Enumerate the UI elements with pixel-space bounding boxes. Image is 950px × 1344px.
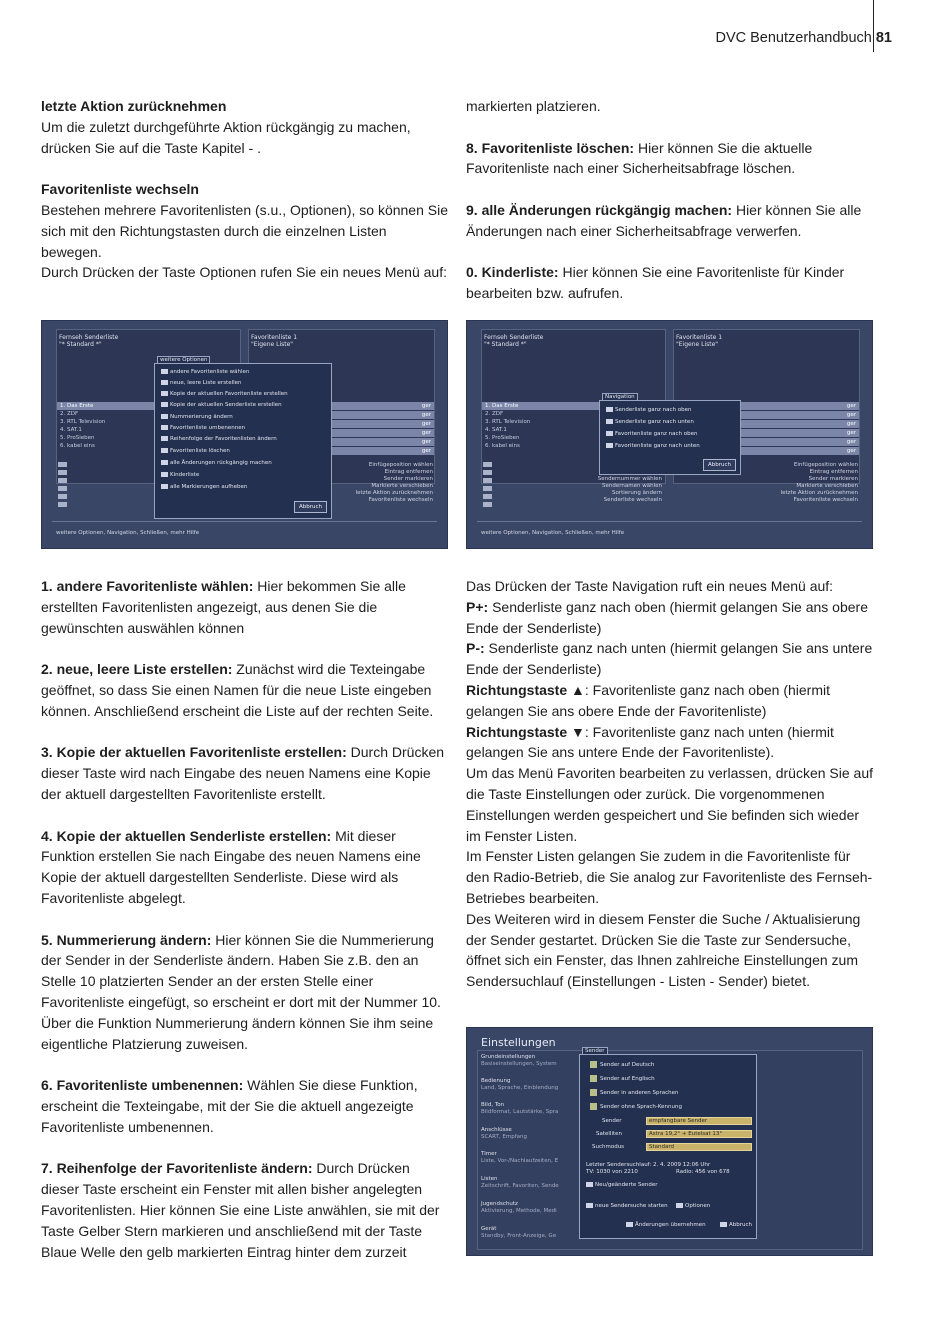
menu-item[interactable]: Senderliste ganz nach oben <box>606 406 692 414</box>
settings-title: Einstellungen <box>481 1036 556 1049</box>
sender-select[interactable]: empfangbare Sender <box>646 1117 752 1125</box>
para-switch-list: Bestehen mehrere Favoritenlisten (s.u., Optionen), so können Sie sich mit den Richtungstasten durch die einzelnen Listen bewegen. <box>41 201 448 260</box>
help-footer: weitere Optionen, Navigation, Schließen, mehr Hilfe <box>481 530 625 536</box>
list-item[interactable]: 2. ZDF <box>485 411 504 417</box>
column-right-top <box>466 96 876 325</box>
list-item[interactable]: 6. kabel eins <box>60 443 95 449</box>
nav-pplus: P+: Senderliste ganz nach oben (hiermit gelangen Sie ans obere Ende der Senderliste) <box>466 598 868 636</box>
page-number: 81 <box>875 30 892 46</box>
menu-item[interactable]: Kopie der aktuellen Senderliste erstellen <box>161 401 282 409</box>
satellite-select[interactable]: Astra 19,2° + Eutelsat 13° <box>646 1130 752 1138</box>
cancel-button[interactable]: Abbruch <box>720 1221 752 1229</box>
menu-item[interactable]: Favoritenliste löschen <box>161 447 230 455</box>
channel-list-pane: Fernseh Senderliste "* Standard *" <box>481 329 666 484</box>
para-exit: Um das Menü Favoriten bearbeiten zu verlassen, drücken Sie auf die Taste Einstellungen oder zurück. Die vorgenommenen Einstellungen werden gespeichert und Sie befinden sich wieder im Fenster Listen. <box>466 765 873 844</box>
menu-item[interactable]: Nummerierung ändern <box>161 413 233 421</box>
apply-button[interactable]: Änderungen übernehmen <box>626 1221 706 1229</box>
list-item[interactable]: 3. RTL Television <box>485 419 531 425</box>
item-2: 2. neue, leere Liste erstellen: Zunächst wird die Texteingabe geöffnet, so dass Sie einen Namen für die neue Liste eingeben können. Anschließend erscheint die Liste auf der rechten Seite. <box>41 661 434 719</box>
heading-undo: letzte Aktion zurücknehmen <box>41 98 227 114</box>
list-item[interactable]: 5. ProSieben <box>485 435 520 441</box>
list-item[interactable]: 2. ZDF <box>60 411 79 417</box>
heading-switch-list: Favoritenliste wechseln <box>41 181 199 198</box>
column-right-bottom <box>466 576 876 992</box>
new-channels-button[interactable]: Neu/geänderte Sender <box>586 1181 658 1189</box>
item-0: 0. Kinderliste: Hier können Sie eine Favoritenliste für Kinder bearbeiten bzw. aufrufen. <box>466 264 845 302</box>
sidebar-item[interactable]: Anschlüsse SCART, Empfang <box>481 1127 527 1140</box>
checkbox-item[interactable]: Sender ohne Sprach-Kennung <box>590 1103 682 1111</box>
item-3: 3. Kopie der aktuellen Favoritenliste erstellen: Durch Drücken dieser Taste wird nach Eingabe des neuen Namens eine Kopie der aktuell dargestellten Favoritenliste erstellt. <box>41 744 445 802</box>
sidebar-item[interactable]: Jugendschutz Aktivierung, Methode, Medi <box>481 1201 557 1214</box>
menu-item[interactable]: Kopie der aktuellen Favoritenliste erstellen <box>161 390 288 398</box>
start-search-button[interactable]: neue Sendersuche starten <box>586 1202 668 1210</box>
sidebar-item[interactable]: Timer Liste, Vor-/Nachlaufzeiten, E <box>481 1151 559 1164</box>
para-nav-intro: Das Drücken der Taste Navigation ruft ein neues Menü auf: <box>466 578 834 594</box>
sidebar-item[interactable]: Bedienung Land, Sprache, Einblendung <box>481 1078 559 1091</box>
item-5: 5. Nummerierung ändern: Hier können Sie die Nummerierung der Sender in der Senderliste ändern. Haben Sie z.B. den an Stelle 10 platzierten Sender an der ersten Stelle einer Favoritenliste eingefügt, so erscheint er dort mit der Nummer 10. Über die Funktion Nummerierung ändern können Sie ihm seine eigentliche Platzierung zuweisen. <box>41 931 441 1052</box>
list-item[interactable]: 1. Das Erste <box>57 402 240 410</box>
options-button[interactable]: Optionen <box>676 1202 710 1210</box>
options-popup: weitere Optionen andere Favoritenliste wählen neue, leere Liste erstellen Kopie der aktuellen Favoritenliste erstellen Kopie der aktuellen Senderliste erstellen Nummerierung ändern Favoritenliste umbenennen Reihenfolge der Favoritenlisten ändern Favoritenliste löschen alle Änderungen rückgängig machen Kinderliste alle Markierungen aufheben Abbruch <box>154 363 332 519</box>
menu-item[interactable]: alle Markierungen aufheben <box>161 483 247 491</box>
search-mode-select[interactable]: Standard <box>646 1143 752 1151</box>
list-item[interactable]: 5. ProSieben <box>60 435 95 441</box>
list-item[interactable]: 6. kabel eins <box>485 443 520 449</box>
para-undo: Um die zuletzt durchgeführte Aktion rückgängig zu machen, drücken Sie auf die Taste Kapitel - . <box>41 118 411 156</box>
nav-pminus: P-: Senderliste ganz nach unten (hiermit gelangen Sie ans untere Ende der Senderliste) <box>466 640 873 678</box>
cancel-button[interactable]: Abbruch <box>703 459 736 471</box>
channel-list-pane: Fernseh Senderliste "* Standard *" <box>56 329 241 484</box>
nav-down: Richtungstaste ▼: Favoritenliste ganz nach unten (hiermit gelangen Sie ans untere Ende der Favoritenliste). <box>466 723 834 761</box>
menu-item[interactable]: Senderliste ganz nach unten <box>606 418 694 426</box>
sidebar-item[interactable]: Bild, Ton Bildformat, Lautstärke, Spra <box>481 1102 559 1115</box>
list-item[interactable]: 3. RTL Television <box>60 419 106 425</box>
menu-item[interactable]: Reihenfolge der Favoritenlisten ändern <box>161 435 277 443</box>
item-9: 9. alle Änderungen rückgängig machen: Hier können Sie alle Änderungen nach einer Sicherheitsabfrage verwerfen. <box>466 201 862 239</box>
screenshot-options-menu: Fernseh Senderliste "* Standard *" Favoritenliste 1 "Eigene Liste" 1. Das Erste 2. ZDF 3. RTL Television 4. SAT.1 5. ProSieben 6. kabel eins ger ger ger ger ger ger Einfügeposition wählen Eintrag entfernen Sender markieren Markierte verschieben letzte Aktion zurücknehmen Favoritenliste wechseln weitere Optionen andere Favoritenliste wählen neue, leere Liste erstellen Kopie der aktuellen Favoritenliste erstellen Kopie der aktuellen Senderliste erstellen Nummerierung ändern Favoritenliste umbenennen Reihenfolge der Favoritenlisten ändern Favoritenliste löschen alle Änderungen rückgängig machen Kinderliste alle Markierungen aufheben Abbruch weitere Optionen, Navigation, Schließen, mehr Hilfe <box>41 320 448 549</box>
sidebar-item[interactable]: Gerät Standby, Front-Anzeige, Ge <box>481 1226 557 1239</box>
screenshot-navigation-menu: Fernseh Senderliste "* Standard *" Favoritenliste 1 "Eigene Liste" 1. Das Erste 2. ZDF 3. RTL Television 4. SAT.1 5. ProSieben 6. kabel eins ger ger ger ger ger ger Sendernummer wählen Sendernamen wählen Sortierung ändern Senderliste wechseln Einfügeposition wählen Eintrag entfernen Sender markieren Markierte verschieben letzte Aktion zurücknehmen Favoritenliste wechseln Navigation Senderliste ganz nach oben Senderliste ganz nach unten Favoritenliste ganz nach oben Favoritenliste ganz nach unten Abbruch weitere Optionen, Navigation, Schließen, mehr Hilfe <box>466 320 873 549</box>
column-left-bottom <box>41 576 451 1262</box>
screenshot-settings-sender <box>466 1027 873 1256</box>
menu-item[interactable]: andere Favoritenliste wählen <box>161 368 249 376</box>
menu-item[interactable]: Favoritenliste ganz nach oben <box>606 430 698 438</box>
menu-item[interactable]: Favoritenliste umbenennen <box>161 424 245 432</box>
page-header <box>715 30 892 46</box>
list-item[interactable]: 1. Das Erste <box>482 402 665 410</box>
item-8: 8. Favoritenliste löschen: Hier können Sie die aktuelle Favoritenliste nach einer Sicherheitsabfrage löschen. <box>466 139 813 177</box>
checkbox-item[interactable]: Sender in anderen Sprachen <box>590 1089 679 1097</box>
header-title: DVC Benutzerhandbuch <box>715 30 872 46</box>
item-4: 4. Kopie der aktuellen Senderliste erstellen: Mit dieser Funktion erstellen Sie nach Eingabe des neuen Namens eine Kopie der aktuell dargestellten Senderliste. Diese wird als Favoritenliste abgelegt. <box>41 827 421 906</box>
menu-item[interactable]: Favoritenliste ganz nach unten <box>606 442 700 450</box>
para-options: Durch Drücken der Taste Optionen rufen Sie ein neues Menü auf: <box>41 264 447 281</box>
navigation-popup: Navigation Senderliste ganz nach oben Senderliste ganz nach unten Favoritenliste ganz nach oben Favoritenliste ganz nach unten Abbruch <box>599 400 741 475</box>
para-radio: Im Fenster Listen gelangen Sie zudem in die Favoritenliste für den Radio-Betrieb, die Sie analog zur Favoritenliste des Fernseh-Betriebes bearbeiten. <box>466 848 873 906</box>
favorites-pane: Favoritenliste 1 "Eigene Liste" <box>673 329 860 484</box>
checkbox-item[interactable]: Sender auf Deutsch <box>590 1061 654 1069</box>
para-search: Des Weiteren wird in diesem Fenster die Suche / Aktualisierung der Sender gestartet. Drücken Sie die Taste zur Sendersuche, öffnet sich ein Fenster, das Ihnen zahlreiche Einstellungen zum Sendersuchlauf (Einstellungen - Listen - Sender) bietet. <box>466 910 861 990</box>
checkbox-item[interactable]: Sender auf Englisch <box>590 1075 655 1083</box>
sidebar-item[interactable]: Listen Zeitschrift, Favoriten, Sende <box>481 1176 559 1189</box>
nav-up: Richtungstaste ▲: Favoritenliste ganz nach oben (hiermit gelangen Sie ans obere Ende der Favoritenliste) <box>466 681 830 719</box>
favorites-pane: Favoritenliste 1 "Eigene Liste" <box>248 329 435 484</box>
item-6: 6. Favoritenliste umbenennen: Wählen Sie diese Funktion, erscheint die Texteingabe, mit der Sie die aktuell angezeigte Favoritenliste umbenennen. <box>41 1077 418 1135</box>
list-item[interactable]: 4. SAT.1 <box>485 427 507 433</box>
menu-item[interactable]: alle Änderungen rückgängig machen <box>161 459 272 467</box>
menu-item[interactable]: Kinderliste <box>161 471 199 479</box>
list-item[interactable]: 4. SAT.1 <box>60 427 82 433</box>
para-continued: markierten platzieren. <box>466 98 601 114</box>
help-footer: weitere Optionen, Navigation, Schließen, mehr Hilfe <box>56 530 200 536</box>
sender-popup: Sender Sender auf Deutsch Sender auf Englisch Sender in anderen Sprachen Sender ohne Sprach-Kennung Sender empfangbare Sender Satelliten Astra 19,2° + Eutelsat 13° Suchmodus Standard Letzter Sendersuchlauf: 2. 4. 2009 12:06 Uhr TV: 1030 von 2210 Radio: 456 von 678 Neu/geänderte Sender neue Sendersuche starten Optionen Änderungen übernehmen Abbruch <box>579 1054 757 1239</box>
menu-item[interactable]: neue, leere Liste erstellen <box>161 379 242 387</box>
column-left-top <box>41 96 451 304</box>
item-7: 7. Reihenfolge der Favoritenliste ändern: Durch Drücken dieser Taste erscheint ein Fenster mit allen bisher angelegten Favoritenlisten. Hier können Sie eine Liste anwählen, sie mit der Taste Gelber Stern markieren und anschließend mit der Taste Blaue Welle den gelb markierten Eintrag hinter dem zurzeit <box>41 1160 440 1260</box>
item-1: 1. andere Favoritenliste wählen: Hier bekommen Sie alle erstellten Favoritenlisten angezeigt, aus denen Sie die gewünschten auswählen können <box>41 578 406 636</box>
cancel-button[interactable]: Abbruch <box>294 501 327 513</box>
sidebar-item[interactable]: Grundeinstellungen Basiseinstellungen, System <box>481 1054 557 1067</box>
